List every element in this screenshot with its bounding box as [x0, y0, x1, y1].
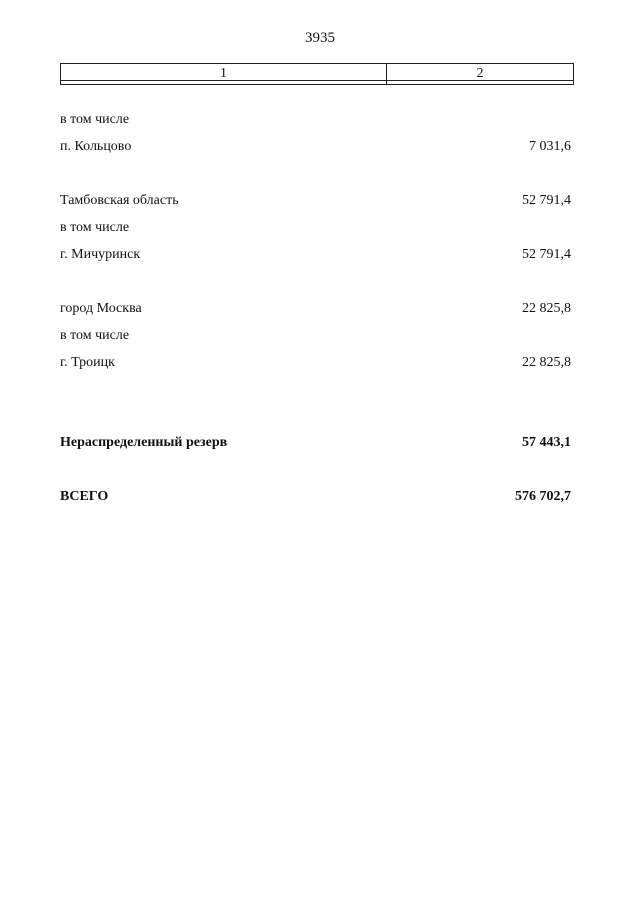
row-value: 7 031,6 [529, 139, 571, 154]
table-row [60, 218, 571, 238]
row-label: в том числе [60, 112, 130, 127]
row-label: Нераспределенный резерв [60, 435, 228, 450]
table-row [60, 137, 571, 157]
row-label: город Москва [60, 301, 142, 316]
total-row [60, 487, 571, 507]
row-label: г. Мичуринск [60, 247, 141, 262]
column-header-2: 2 [387, 64, 573, 84]
table-row [60, 353, 571, 373]
table-row [60, 191, 571, 211]
row-value: 22 825,8 [522, 301, 571, 316]
row-label: ВСЕГО [60, 489, 109, 504]
row-value: 576 702,7 [515, 489, 571, 504]
row-label: г. Троицк [60, 355, 115, 370]
reserve-row [60, 433, 571, 453]
row-value: 57 443,1 [522, 435, 571, 450]
column-header-1: 1 [61, 64, 387, 84]
row-value: 22 825,8 [522, 355, 571, 370]
table-row [60, 299, 571, 319]
table-row [60, 245, 571, 265]
column-header-row [60, 63, 574, 85]
row-label: в том числе [60, 220, 130, 235]
row-value: 52 791,4 [522, 193, 571, 208]
page-number: 3935 [305, 30, 335, 46]
row-label: Тамбовская область [60, 193, 179, 208]
row-value: 52 791,4 [522, 247, 571, 262]
table-row [60, 110, 571, 130]
table-row [60, 326, 571, 346]
row-label: п. Кольцово [60, 139, 132, 154]
row-label: в том числе [60, 328, 130, 343]
